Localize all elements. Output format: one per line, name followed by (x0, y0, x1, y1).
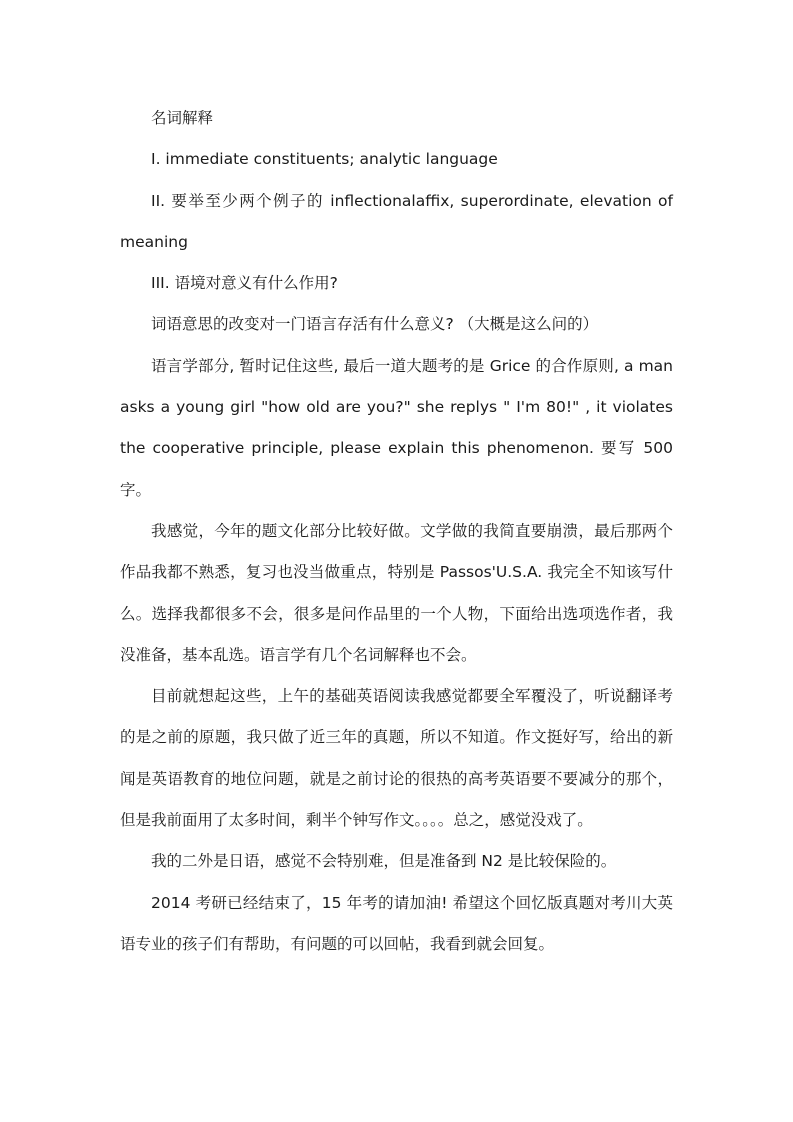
paragraph-basic-english: 目前就想起这些，上午的基础英语阅读我感觉都要全军覆没了，听说翻译考的是之前的原题，我只做了近三年的真题，所以不知道。作文挺好写，给出的新闻是英语教育的地位问题，就是之前讨论的很热的高考英语要不要减分的那个，但是我前面用了太多时间，剩半个钟写作文。。。。总之，感觉没戏了。 (120, 687, 673, 830)
question-3: III. 语境对意义有什么作用? (151, 274, 338, 293)
question-2: II. 要举至少两个例子的 inflectionalaffix, superordinate, elevation of meaning (120, 191, 673, 251)
document-body (120, 98, 673, 965)
paragraph-culture-literature: 我感觉，今年的题文化部分比较好做。文学做的我简直要崩溃，最后那两个作品我都不熟悉，复习也没当做重点，特别是 Passos'U.S.A. 我完全不知该写什么。选择我都很多不会，很多是问作品里的一个人物，下面给出选项选作者，我没准备，基本乱选。语言学有几个名词解释也不会。 (120, 521, 673, 664)
paragraph-closing: 2014 考研已经结束了，15 年考的请加油! 希望这个回忆版真题对考川大英语专业的孩子们有帮助，有问题的可以回帖，我看到就会回复。 (120, 893, 673, 953)
paragraph-linguistics: 语言学部分, 暂时记住这些, 最后一道大题考的是 Grice 的合作原则, a man asks a young girl "how old are you?" she replys " I'm 80!" , it violates the cooperative principle, please explain this phenomenon. 要写 500 字。 (120, 356, 673, 499)
heading-term-explanation: 名词解释 (151, 109, 214, 127)
paragraph-second-language: 我的二外是日语，感觉不会特别难，但是准备到 N2 是比较保险的。 (151, 852, 617, 871)
question-1: I. immediate constituents; analytic language (151, 150, 498, 169)
question-meaning-change: 词语意思的改变对一门语言存活有什么意义? （大概是这么问的） (151, 315, 599, 334)
